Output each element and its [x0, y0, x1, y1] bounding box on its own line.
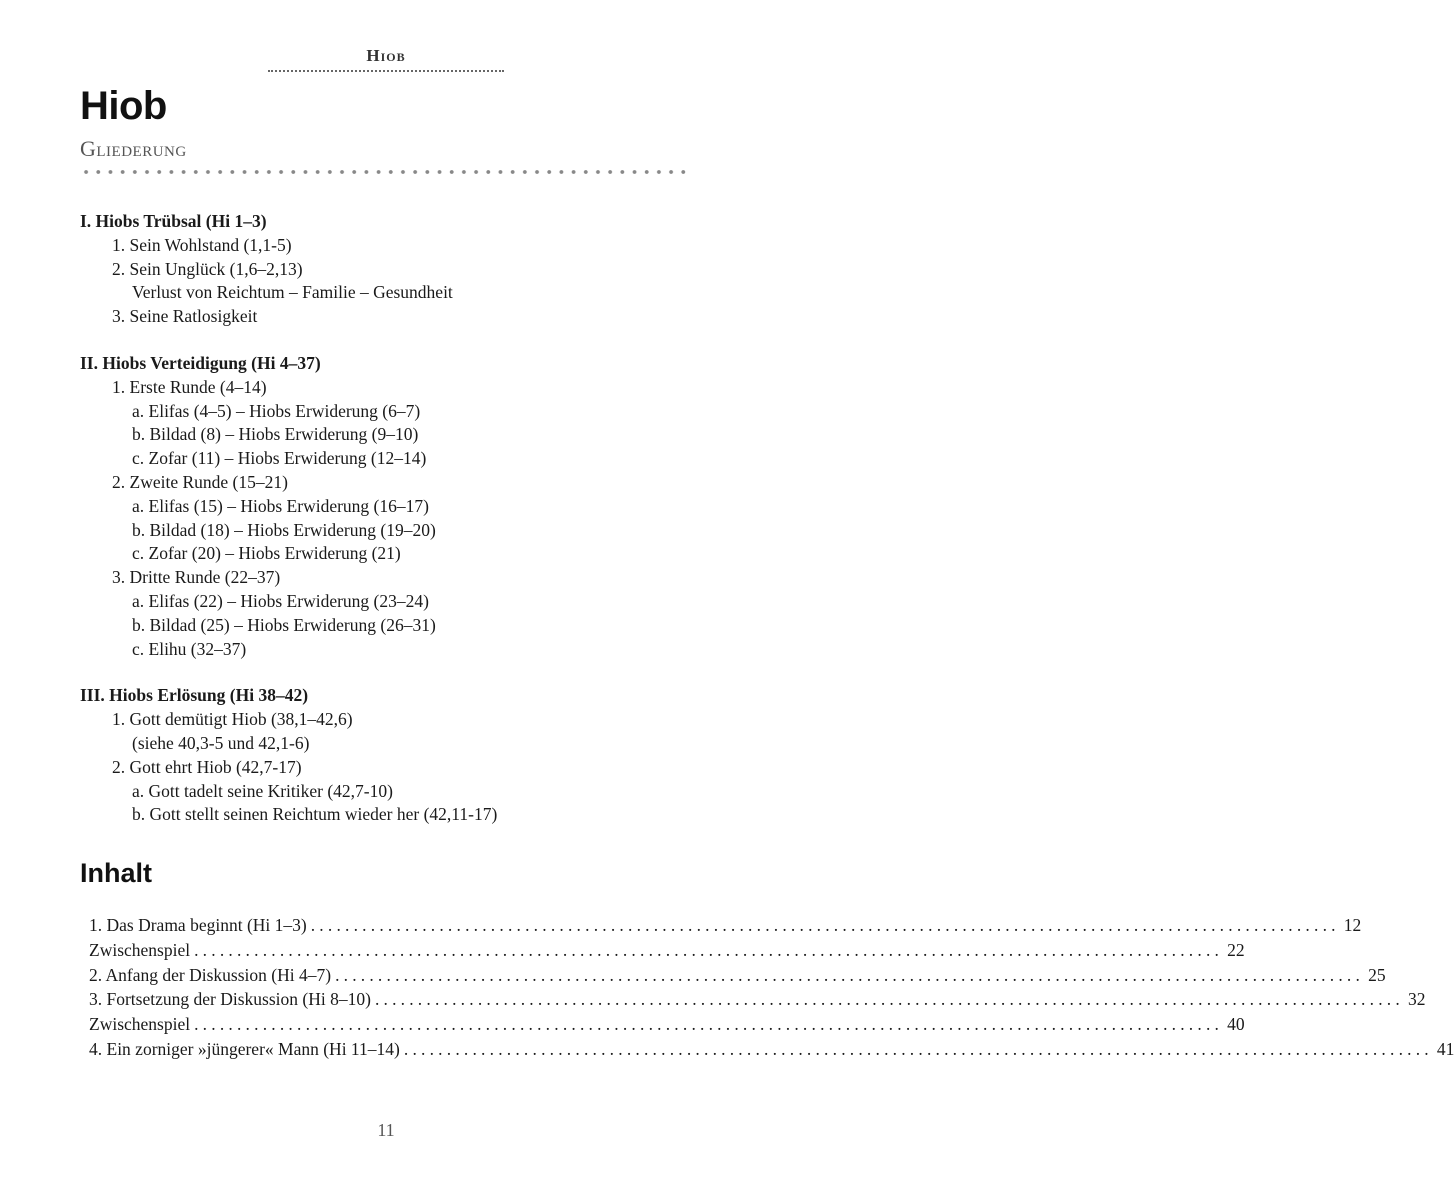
outline-note: (siehe 40,3-5 und 42,1-6)	[132, 732, 310, 753]
book-title: Hiob	[80, 84, 167, 128]
outline-section	[80, 684, 720, 827]
outline-item: 1. Erste Runde (4–14)	[112, 376, 267, 397]
toc-entry-page: 41	[1436, 1038, 1454, 1059]
outline	[80, 210, 720, 827]
outline-section	[80, 210, 720, 329]
outline-subitem: a. Elifas (15) – Hiobs Erwiderung (16–17)	[132, 495, 429, 516]
toc-entry	[89, 963, 1386, 988]
toc-entry-label: Zwischenspiel	[89, 1014, 191, 1035]
outline-subitem: b. Gott stellt seinen Reichtum wieder her (42,11-17)	[132, 804, 498, 825]
outline-item: 2. Gott ehrt Hiob (42,7-17)	[112, 756, 302, 777]
section-heading: I. Hiobs Trübsal (Hi 1–3)	[80, 211, 267, 231]
toc-entry-page: 12	[1343, 915, 1362, 935]
toc-entry	[89, 913, 1362, 938]
table-of-contents	[89, 913, 1454, 1062]
toc-entry	[89, 1012, 1245, 1037]
section-heading: II. Hiobs Verteidigung (Hi 4–37)	[80, 352, 321, 373]
outline-note: Verlust von Reichtum – Familie – Gesundheit	[132, 282, 453, 303]
toc-entry-label: 2. Anfang der Diskussion (Hi 4–7)	[89, 964, 332, 985]
outline-subitem: b. Bildad (8) – Hiobs Erwiderung (9–10)	[132, 424, 419, 445]
toc-entry-label: 3. Fortsetzung der Diskussion (Hi 8–10)	[89, 989, 371, 1010]
outline-subtitle: Gliederung	[80, 136, 187, 161]
toc-entry-page: 22	[1227, 939, 1245, 960]
toc-leader-dots: ........................................................................................................................	[403, 1038, 1433, 1059]
outline-subitem: c. Zofar (11) – Hiobs Erwiderung (12–14)	[132, 448, 427, 469]
toc-entry	[89, 1037, 1454, 1062]
outline-subitem: c. Zofar (20) – Hiobs Erwiderung (21)	[132, 543, 401, 564]
toc-entry-label: Zwischenspiel	[89, 939, 191, 960]
running-head: Hiob	[366, 46, 406, 65]
outline-subitem: c. Elihu (32–37)	[132, 638, 247, 659]
outline-subitem: a. Gott tadelt seine Kritiker (42,7-10)	[132, 780, 393, 801]
outline-item: 3. Dritte Runde (22–37)	[112, 567, 281, 588]
toc-leader-dots: ........................................................................................................................	[310, 915, 1340, 935]
dotted-divider	[80, 168, 690, 176]
outline-item: 2. Sein Unglück (1,6–2,13)	[112, 258, 303, 279]
outline-section	[80, 352, 720, 661]
toc-entry	[89, 987, 1426, 1012]
toc-entry-page: 40	[1227, 1014, 1245, 1035]
outline-item: 1. Gott demütigt Hiob (38,1–42,6)	[112, 709, 353, 730]
toc-entry-page: 32	[1407, 989, 1426, 1010]
contents-title: Inhalt	[80, 858, 152, 888]
toc-entry-page: 25	[1368, 964, 1386, 985]
toc-leader-dots: ........................................................................................................................	[335, 964, 1365, 985]
toc-entry	[89, 938, 1245, 963]
outline-subitem: b. Bildad (25) – Hiobs Erwiderung (26–31)	[132, 614, 436, 635]
outline-item: 2. Zweite Runde (15–21)	[112, 471, 288, 492]
outline-subitem: b. Bildad (18) – Hiobs Erwiderung (19–20)	[132, 519, 436, 540]
toc-leader-dots: ........................................................................................................................	[194, 1014, 1224, 1035]
toc-leader-dots: ........................................................................................................................	[374, 989, 1404, 1010]
outline-item: 3. Seine Ratlosigkeit	[112, 306, 258, 327]
section-heading: III. Hiobs Erlösung (Hi 38–42)	[80, 685, 309, 706]
toc-leader-dots: ........................................................................................................................	[194, 939, 1224, 960]
running-head-divider	[268, 70, 504, 72]
outline-subitem: a. Elifas (22) – Hiobs Erwiderung (23–24)	[132, 590, 429, 611]
toc-entry-label: 1. Das Drama beginnt (Hi 1–3)	[89, 915, 307, 935]
toc-entry-label: 4. Ein zorniger »jüngerer« Mann (Hi 11–14)	[89, 1038, 400, 1059]
outline-subitem: a. Elifas (4–5) – Hiobs Erwiderung (6–7)	[132, 400, 421, 421]
page-number: 11	[377, 1120, 395, 1140]
outline-item: 1. Sein Wohlstand (1,1-5)	[112, 234, 292, 255]
